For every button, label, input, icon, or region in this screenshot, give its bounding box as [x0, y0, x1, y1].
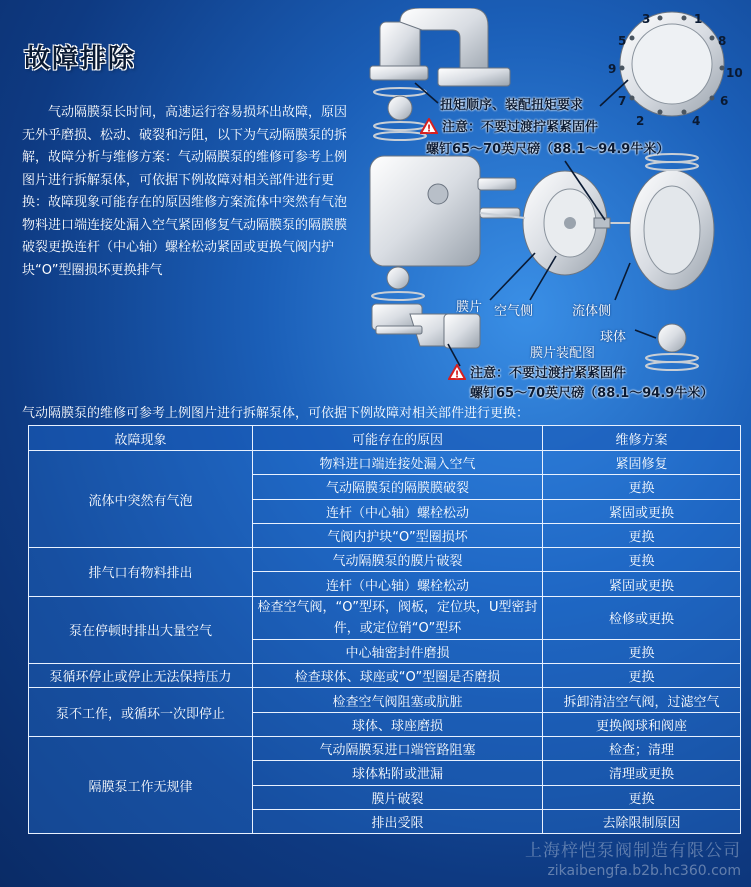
- warning-icon: [420, 118, 438, 134]
- pump-exploded-diagram: [360, 8, 751, 400]
- fix-cell: 更换: [543, 475, 741, 499]
- warning-text: 注意：不要过渡拧紧紧固件: [470, 366, 627, 381]
- watermark-url: zikaibengfa.b2b.hc360.com: [547, 863, 741, 879]
- top-manifold: [370, 8, 510, 86]
- fix-cell: 拆卸清洁空气阀，过滤空气: [543, 688, 741, 712]
- label-air-side: 空气侧: [494, 304, 534, 319]
- label-diaphragm-assembly: 膜片装配图: [530, 346, 596, 361]
- cause-cell: 球体粘附或泄漏: [253, 761, 543, 785]
- bolt-number: 6: [720, 94, 729, 108]
- header-symptom: 故障现象: [29, 426, 253, 451]
- bolt-number: 1: [694, 12, 703, 26]
- label-diaphragm: 膜片: [456, 300, 483, 315]
- torque-sequence-face: [620, 12, 725, 116]
- bolt-number: 7: [618, 94, 627, 108]
- cause-cell: 检查空气阀，“O”型环，阀板，定位块，U型密封件，或定位销“O”型环: [253, 596, 543, 639]
- cause-cell: 气动隔膜泵进口端管路阻塞: [253, 736, 543, 760]
- fix-cell: 检修或更换: [543, 596, 741, 639]
- cause-cell: 气阀内护块“O”型圈损坏: [253, 523, 543, 547]
- right-end-cap: [630, 170, 714, 290]
- symptom-cell: 流体中突然有气泡: [29, 451, 253, 548]
- bolt-number: 9: [608, 62, 617, 76]
- header-fix: 维修方案: [543, 426, 741, 451]
- bolt-spec: 螺钉65～70英尺磅（88.1～94.9牛米）: [470, 386, 714, 401]
- torque-note: 扭矩顺序、装配扭矩要求: [440, 98, 584, 113]
- symptom-cell: 泵循环停止或停止无法保持压力: [29, 664, 253, 688]
- svg-text:!: !: [454, 369, 460, 380]
- cause-cell: 连杆（中心轴）螺栓松动: [253, 572, 543, 596]
- cause-cell: 球体、球座磨损: [253, 712, 543, 736]
- table-row: [29, 736, 741, 760]
- bolt-number: 4: [692, 114, 701, 128]
- cause-cell: 气动隔膜泵的膜片破裂: [253, 548, 543, 572]
- symptom-cell: 排气口有物料排出: [29, 548, 253, 597]
- center-body: [370, 156, 520, 266]
- symptom-cell: 泵在停顿时排出大量空气: [29, 596, 253, 663]
- table-row: [29, 451, 741, 475]
- fix-cell: 更换: [543, 639, 741, 663]
- bolt-spec: 螺钉65～70英尺磅（88.1～94.9牛米）: [426, 142, 670, 157]
- fix-cell: 更换: [543, 785, 741, 809]
- fix-cell: 去除限制原因: [543, 809, 741, 833]
- bolt-number: 8: [718, 34, 727, 48]
- table-row: [29, 596, 741, 639]
- bolt-number: 5: [618, 34, 627, 48]
- cause-cell: 连杆（中心轴）螺栓松动: [253, 499, 543, 523]
- cause-cell: 排出受限: [253, 809, 543, 833]
- warning-note-bottom: [448, 362, 626, 381]
- warning-text: 注意：不要过渡拧紧紧固件: [442, 120, 599, 135]
- fix-cell: 紧固修复: [543, 451, 741, 475]
- cause-cell: 中心轴密封件磨损: [253, 639, 543, 663]
- watermark-company: 上海梓恺泵阀制造有限公司: [525, 841, 741, 861]
- cause-cell: 检查空气阀阻塞或肮脏: [253, 688, 543, 712]
- label-ball: 球体: [600, 330, 627, 345]
- fix-cell: 更换: [543, 523, 741, 547]
- bolt-number: 2: [636, 114, 645, 128]
- cause-cell: 气动隔膜泵的隔膜膜破裂: [253, 475, 543, 499]
- fix-cell: 紧固或更换: [543, 499, 741, 523]
- fix-cell: 紧固或更换: [543, 572, 741, 596]
- cause-cell: 物料进口端连接处漏入空气: [253, 451, 543, 475]
- fix-cell: 更换: [543, 664, 741, 688]
- svg-text:!: !: [426, 123, 432, 134]
- table-row: [29, 688, 741, 712]
- warning-icon: [448, 364, 466, 380]
- table-header-row: [29, 426, 741, 451]
- table-row: [29, 548, 741, 572]
- fix-cell: 更换阀球和阀座: [543, 712, 741, 736]
- cause-cell: 膜片破裂: [253, 785, 543, 809]
- troubleshooting-table: [28, 425, 741, 834]
- cause-cell: 检查球体、球座或“O”型圈是否磨损: [253, 664, 543, 688]
- symptom-cell: 泵不工作，或循环一次即停止: [29, 688, 253, 737]
- symptom-cell: 隔膜泵工作无规律: [29, 736, 253, 833]
- fix-cell: 更换: [543, 548, 741, 572]
- table-row: [29, 664, 741, 688]
- warning-note-top: [420, 116, 598, 135]
- intro-paragraph: 气动隔膜泵长时间，高速运行容易损坏出故障，原因无外乎磨损、松动、破裂和污阻，以下为气动隔膜泵的拆解，故障分析与维修方案：气动隔膜泵的维修可参考上例图片进行拆解泵体，可依据下例故障对相关部件进行更换：故障现象可能存在的原因维修方案流体中突然有气泡物料进口端连接处漏入空气紧固修复气动隔膜泵的隔膜膜破裂更换连杆（中心轴）螺栓松动紧固或更换气阀内护块“O”型圈损坏更换排气: [22, 105, 348, 278]
- fix-cell: 清理或更换: [543, 761, 741, 785]
- fix-cell: 检查；清理: [543, 736, 741, 760]
- header-cause: 可能存在的原因: [253, 426, 543, 451]
- bolt-number: 3: [642, 12, 651, 26]
- table-caption: 气动隔膜泵的维修可参考上例图片进行拆解泵体，可依据下例故障对相关部件进行更换：: [22, 406, 530, 421]
- page-title: 故障排除: [24, 44, 137, 74]
- label-fluid-side: 流体侧: [572, 304, 612, 319]
- watermark: [525, 841, 741, 881]
- bolt-number: 10: [726, 66, 743, 80]
- ball-stack-top: [374, 88, 426, 140]
